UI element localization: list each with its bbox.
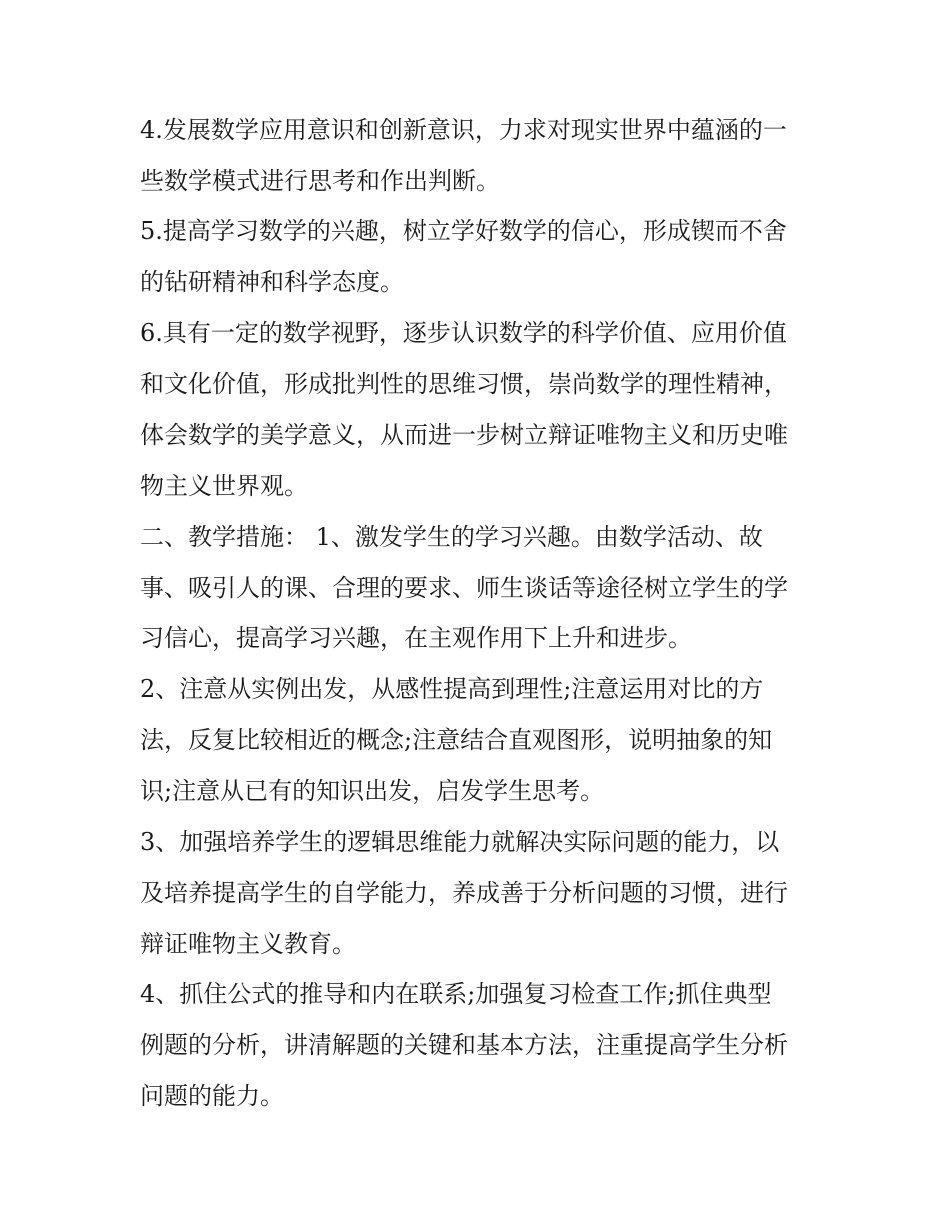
text-line: 问题的能力。 bbox=[140, 1082, 284, 1110]
text-line: 辩证唯物主义教育。 bbox=[140, 930, 356, 958]
text-line: 和文化价值，形成批判性的思维习惯，崇尚数学的理性精神， bbox=[140, 370, 788, 398]
text-line: 5.提高学习数学的兴趣，树立学好数学的信心，形成锲而不舍 bbox=[140, 217, 787, 245]
text-line: 二、教学措施： 1、激发学生的学习兴趣。由数学活动、故 bbox=[140, 523, 763, 551]
text-line: 4.发展数学应用意识和创新意识，力求对现实世界中蕴涵的一 bbox=[140, 116, 787, 144]
text-line: 事、吸引人的课、合理的要求、师生谈话等途径树立学生的学 bbox=[140, 574, 788, 602]
text-line: 例题的分析，讲清解题的关键和基本方法，注重提高学生分析 bbox=[140, 1031, 788, 1059]
text-line: 4、抓住公式的推导和内在联系;加强复习检查工作;抓住典型 bbox=[140, 980, 772, 1008]
text-line: 习信心，提高学习兴趣，在主观作用下上升和进步。 bbox=[140, 624, 692, 652]
text-line: 些数学模式进行思考和作出判断。 bbox=[140, 167, 500, 195]
text-line: 及培养提高学生的自学能力，养成善于分析问题的习惯，进行 bbox=[140, 879, 788, 907]
text-line: 法，反复比较相近的概念;注意结合直观图形，说明抽象的知 bbox=[140, 726, 773, 754]
text-line: 3、加强培养学生的逻辑思维能力就解决实际问题的能力，以 bbox=[140, 828, 780, 856]
text-line: 体会数学的美学意义，从而进一步树立辩证唯物主义和历史唯 bbox=[140, 421, 788, 449]
text-line: 物主义世界观。 bbox=[140, 472, 308, 500]
text-line: 的钻研精神和科学态度。 bbox=[140, 268, 404, 296]
text-line: 识;注意从已有的知识出发，启发学生思考。 bbox=[140, 777, 605, 805]
text-line: 6.具有一定的数学视野，逐步认识数学的科学价值、应用价值 bbox=[140, 319, 787, 347]
text-line: 2、注意从实例出发，从感性提高到理性;注意运用对比的方 bbox=[140, 675, 764, 703]
